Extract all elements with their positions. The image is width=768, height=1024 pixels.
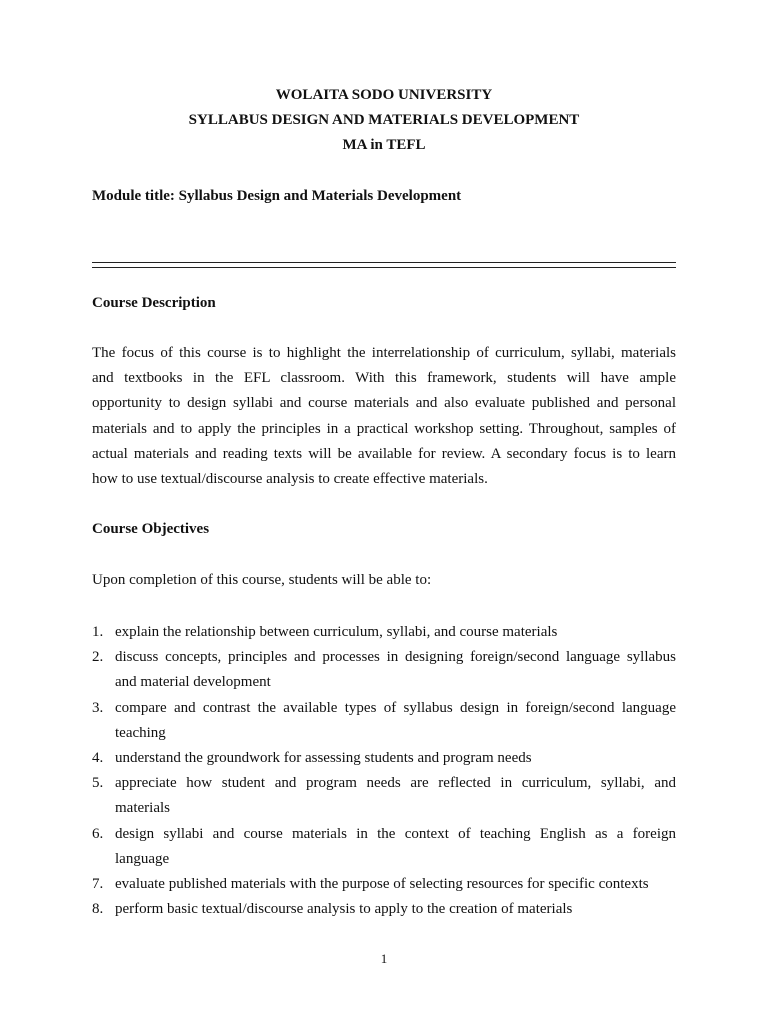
item-number: 3. [92,699,104,716]
module-title: Module title: Syllabus Design and Materials Development [92,188,462,204]
list-item [92,771,676,821]
item-text: materials [115,800,170,817]
item-text: language [115,850,170,867]
item-text: understand the groundwork for assessing students and program needs [115,750,532,767]
item-text: teaching [115,724,166,741]
list-item [92,746,676,771]
list-item [92,897,676,922]
objectives-intro: Upon completion of this course, students will be able to: [92,572,432,588]
list-item [92,620,676,645]
course-description-paragraph [92,341,676,492]
item-text: perform basic textual/discourse analysis to apply to the creation of materials [115,901,573,918]
divider-top [92,262,676,263]
item-text: discuss concepts, principles and processes in designing foreign/second language syllabus [115,649,676,666]
course-title: SYLLABUS DESIGN AND MATERIALS DEVELOPMENT [188,112,580,128]
item-number: 7. [92,876,104,893]
item-number: 1. [92,624,104,640]
divider-bottom [92,267,676,268]
program-name: MA in TEFL [342,137,426,153]
list-item [92,645,676,695]
item-number: 2. [92,649,104,666]
item-number: 5. [92,775,104,792]
item-text: appreciate how student and program needs are reflected in curriculum, syllabi, and [115,775,676,792]
objectives-list [92,620,676,922]
item-text: design syllabi and course materials in the context of teaching English as a foreign [115,825,676,842]
paragraph-line: actual materials and reading texts will be available for review. A secondary focus is to learn [92,445,676,462]
university-name: WOLAITA SODO UNIVERSITY [275,87,493,103]
list-item [92,872,676,897]
paragraph-line: opportunity to design syllabi and course materials and also evaluate published and personal [92,395,676,412]
paragraph-line: The focus of this course is to highlight the interrelationship of curriculum, syllabi, materials [92,345,676,361]
course-objectives-heading: Course Objectives [92,521,210,537]
paragraph-line: how to use textual/discourse analysis to create effective materials. [92,471,488,488]
item-number: 4. [92,750,104,767]
page-number: 1 [380,951,388,966]
item-text: explain the relationship between curriculum, syllabi, and course materials [115,624,558,640]
item-text: evaluate published materials with the purpose of selecting resources for specific contexts [115,876,649,893]
list-item [92,696,676,746]
paragraph-line: materials and to apply the principles in a practical workshop setting. Throughout, samples of [92,420,676,437]
item-number: 6. [92,825,104,842]
item-text: compare and contrast the available types of syllabus design in foreign/second language [115,699,676,716]
item-number: 8. [92,901,104,918]
course-description-heading: Course Description [92,295,216,311]
list-item [92,822,676,872]
paragraph-line: and textbooks in the EFL classroom. With this framework, students will have ample [92,370,676,387]
item-text: and material development [115,674,271,691]
